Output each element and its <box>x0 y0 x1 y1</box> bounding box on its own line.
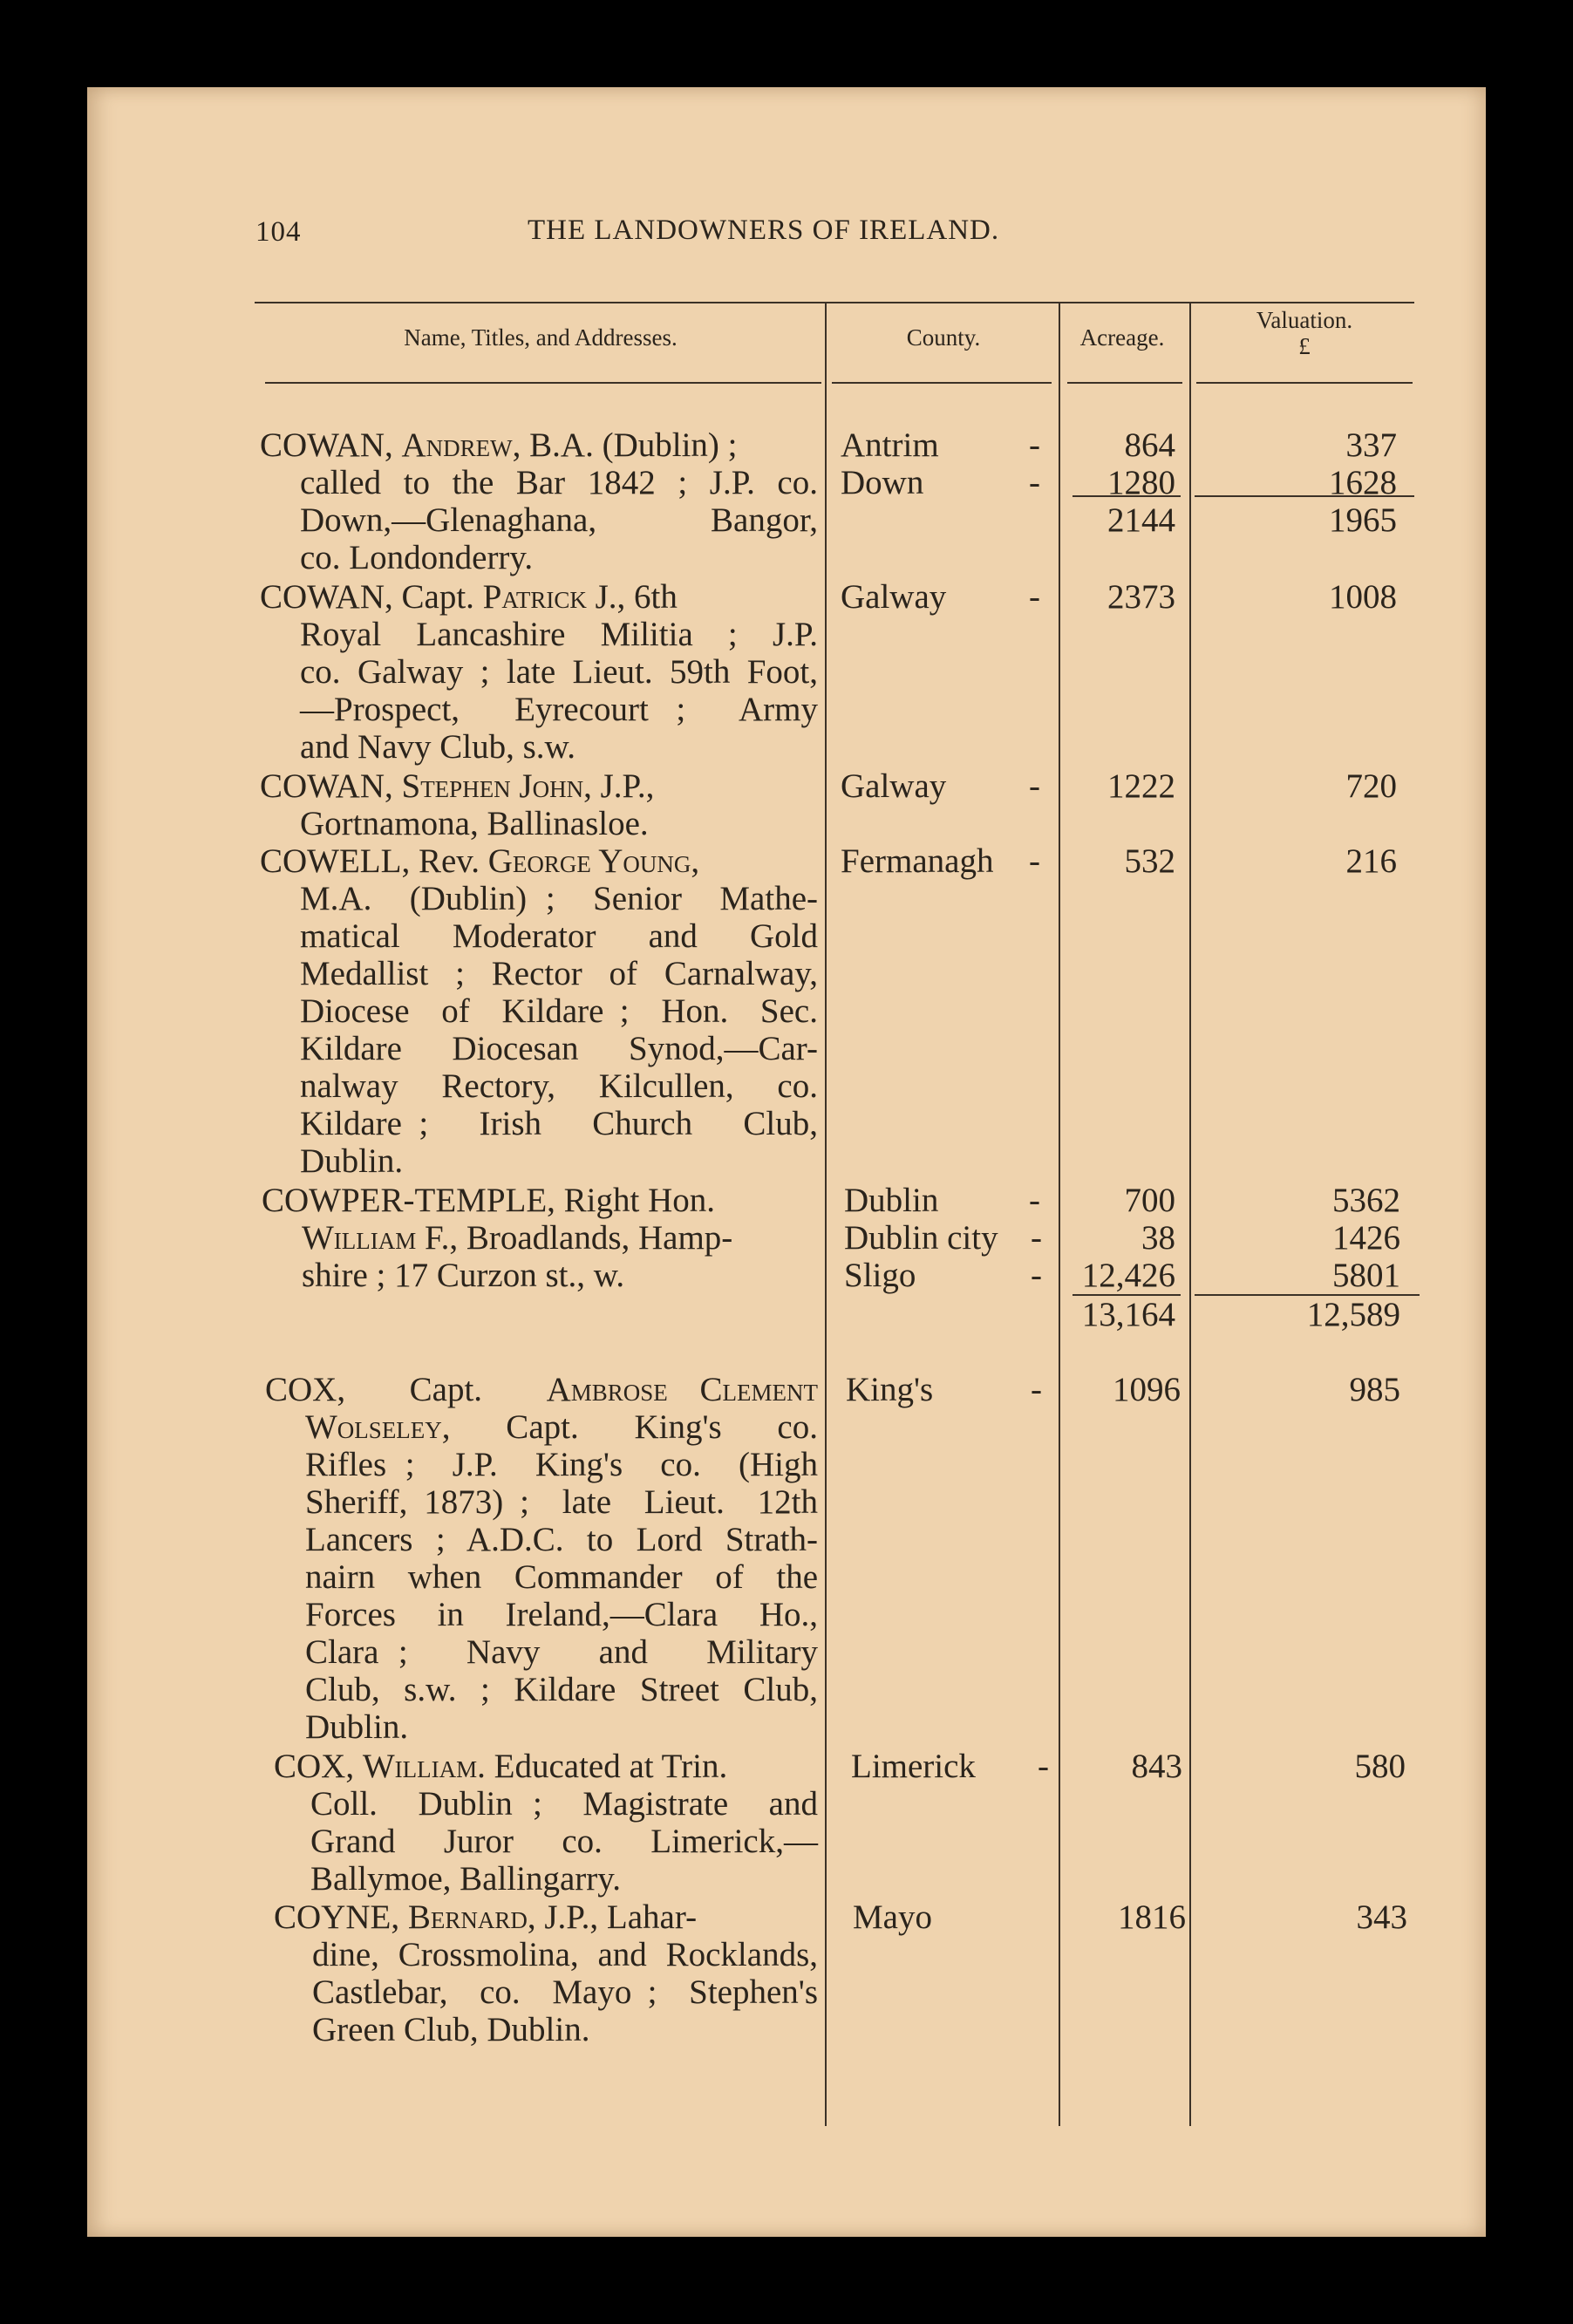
entry-3-county-0: Fermanagh <box>841 842 994 880</box>
entry-0-county-0: Antrim <box>841 426 939 464</box>
entry-5-valuation-0: 985 <box>1349 1371 1400 1408</box>
entry-2-valuation-0: 720 <box>1345 767 1397 805</box>
entry-0-dash-1: - <box>1029 464 1040 501</box>
column-header-valuation: Valuation. <box>1256 307 1353 333</box>
entry-2-county-0: Galway <box>841 767 947 805</box>
running-title: THE LANDOWNERS OF IRELAND. <box>528 215 1000 246</box>
entry-1-line-0: COWAN, Capt. Patrick J., 6th <box>260 578 678 616</box>
entry-7-county-0: Mayo <box>853 1898 932 1936</box>
page-number: 104 <box>255 216 302 248</box>
entry-7-line-3: Green Club, Dublin. <box>312 2011 590 2048</box>
entry-3-line-2: matical Moderator and Gold <box>300 917 818 955</box>
entry-0-dash-0: - <box>1029 426 1040 464</box>
entry-3-line-1: M.A. (Dublin) ; Senior Mathe- <box>300 880 818 917</box>
entry-4-acreage-0: 700 <box>1124 1182 1175 1219</box>
column-header-county: County. <box>906 324 981 351</box>
column-header-name: Name, Titles, and Addresses. <box>404 324 678 351</box>
entry-5-line-6: Forces in Ireland,—Clara Ho., <box>305 1596 818 1633</box>
entry-6-line-1: Coll. Dublin ; Magistrate and <box>310 1785 818 1823</box>
entry-5-line-2: Rifles ; J.P. King's co. (High <box>305 1446 818 1483</box>
entry-0-acreage-0: 864 <box>1124 426 1175 464</box>
entry-3-valuation-0: 216 <box>1345 842 1397 880</box>
entry-6-valuation-0: 580 <box>1354 1748 1406 1785</box>
entry-5-line-5: nairn when Commander of the <box>305 1558 818 1596</box>
entry-5-line-1: Wolseley, Capt. King's co. <box>305 1408 818 1446</box>
entry-4-dash-0: - <box>1029 1182 1040 1219</box>
entry-5-line-3: Sheriff, 1873) ; late Lieut. 12th <box>305 1483 818 1521</box>
entry-5-line-0: COX, Capt. Ambrose Clement <box>265 1371 819 1408</box>
entry-3-line-8: Dublin. <box>300 1142 404 1180</box>
entry-6-line-3: Ballymoe, Ballingarry. <box>310 1860 621 1898</box>
entry-0-line-2: Down,—Glenaghana, Bangor, <box>300 501 818 539</box>
entry-4-acreage-1: 38 <box>1141 1219 1175 1257</box>
column-header-acreage: Acreage. <box>1079 324 1165 351</box>
header-top-rule <box>255 302 1414 303</box>
entry-4-line-0: COWPER-TEMPLE, Right Hon. <box>262 1182 716 1219</box>
entry-1-acreage-0: 2373 <box>1107 578 1175 616</box>
entry-1-line-1: Royal Lancashire Militia ; J.P. <box>300 616 818 653</box>
entry-0-line-1: called to the Bar 1842 ; J.P. co. <box>300 464 818 501</box>
entry-6-county-0: Limerick <box>851 1748 976 1785</box>
entry-4-county-1: Dublin city <box>844 1219 998 1257</box>
entry-0-acreage-1: 1280 <box>1107 464 1175 501</box>
entry-7-acreage-0: 1816 <box>1118 1898 1186 1936</box>
entry-7-line-2: Castlebar, co. Mayo ; Stephen's <box>312 1973 818 2011</box>
entry-2-dash-0: - <box>1029 767 1040 805</box>
column-rule-2 <box>1059 303 1060 2126</box>
entry-2-acreage-0: 1222 <box>1107 767 1175 805</box>
entry-4-county-0: Dublin <box>844 1182 939 1219</box>
entry-7-valuation-0: 343 <box>1356 1898 1407 1936</box>
entry-1-line-3: —Prospect, Eyrecourt ; Army <box>300 691 818 728</box>
entry-4-county-2: Sligo <box>844 1257 916 1294</box>
entry-6-line-2: Grand Juror co. Limerick,— <box>310 1823 818 1860</box>
entry-2-line-0: COWAN, Stephen John, J.P., <box>260 767 655 805</box>
entry-3-line-6: nalway Rectory, Kilcullen, co. <box>300 1067 818 1105</box>
entry-1-valuation-0: 1008 <box>1329 578 1397 616</box>
entry-3-line-5: Kildare Diocesan Synod,—Car- <box>300 1030 818 1067</box>
entry-1-line-4: and Navy Club, s.w. <box>300 728 575 766</box>
entry-4-valuation-0: 5362 <box>1332 1182 1400 1219</box>
entry-7-line-1: dine, Crossmolina, and Rocklands, <box>312 1936 818 1973</box>
column-rule-1 <box>825 303 827 2126</box>
book-page <box>87 87 1486 2237</box>
entry-4-line-2: shire ; 17 Curzon st., w. <box>302 1257 625 1294</box>
entry-4-total-valuation: 12,589 <box>1306 1296 1400 1333</box>
entry-0-line-0: COWAN, Andrew, B.A. (Dublin) ; <box>260 426 738 464</box>
entry-5-line-8: Club, s.w. ; Kildare Street Club, <box>305 1671 818 1708</box>
entry-5-line-7: Clara ; Navy and Military <box>305 1633 818 1671</box>
entry-4-total-acreage: 13,164 <box>1081 1296 1175 1333</box>
header-bottom-rule-name <box>265 382 821 384</box>
entry-1-line-2: co. Galway ; late Lieut. 59th Foot, <box>300 653 818 691</box>
entry-0-total-acreage: 2144 <box>1107 501 1175 539</box>
entry-5-acreage-0: 1096 <box>1113 1371 1181 1408</box>
entry-5-line-4: Lancers ; A.D.C. to Lord Strath- <box>305 1521 818 1558</box>
entry-0-valuation-1: 1628 <box>1329 464 1397 501</box>
entry-5-line-9: Dublin. <box>305 1708 409 1746</box>
entry-2-line-1: Gortnamona, Ballinasloe. <box>300 805 649 842</box>
header-bottom-rule-county <box>832 382 1052 384</box>
entry-4-acreage-2: 12,426 <box>1081 1257 1175 1294</box>
entry-0-total-valuation: 1965 <box>1329 501 1397 539</box>
entry-3-line-0: COWELL, Rev. George Young, <box>260 842 700 880</box>
entry-6-dash-0: - <box>1038 1748 1049 1785</box>
entry-0-valuation-0: 337 <box>1345 426 1397 464</box>
entry-3-line-4: Diocese of Kildare ; Hon. Sec. <box>300 992 818 1030</box>
entry-1-county-0: Galway <box>841 578 947 616</box>
entry-6-line-0: COX, William. Educated at Trin. <box>274 1748 728 1785</box>
entry-3-dash-0: - <box>1029 842 1040 880</box>
entry-3-acreage-0: 532 <box>1124 842 1175 880</box>
column-rule-3 <box>1189 303 1191 2126</box>
entry-4-dash-1: - <box>1031 1219 1042 1257</box>
entry-4-valuation-1: 1426 <box>1332 1219 1400 1257</box>
entry-0-line-3: co. Londonderry. <box>300 539 534 576</box>
entry-4-line-1: William F., Broadlands, Hamp- <box>302 1219 733 1257</box>
entry-7-line-0: COYNE, Bernard, J.P., Lahar- <box>274 1898 698 1936</box>
column-header-valuation-unit: £ <box>1298 333 1311 359</box>
header-bottom-rule-valuation <box>1196 382 1413 384</box>
entry-5-dash-0: - <box>1031 1371 1042 1408</box>
entry-4-valuation-2: 5801 <box>1332 1257 1400 1294</box>
entry-1-dash-0: - <box>1029 578 1040 616</box>
entry-5-county-0: King's <box>846 1371 934 1408</box>
entry-4-dash-2: - <box>1031 1257 1042 1294</box>
entry-3-line-3: Medallist ; Rector of Carnalway, <box>300 955 818 992</box>
entry-6-acreage-0: 843 <box>1131 1748 1182 1785</box>
entry-3-line-7: Kildare ; Irish Church Club, <box>300 1105 818 1142</box>
entry-0-county-1: Down <box>841 464 924 501</box>
header-bottom-rule-acreage <box>1067 382 1182 384</box>
